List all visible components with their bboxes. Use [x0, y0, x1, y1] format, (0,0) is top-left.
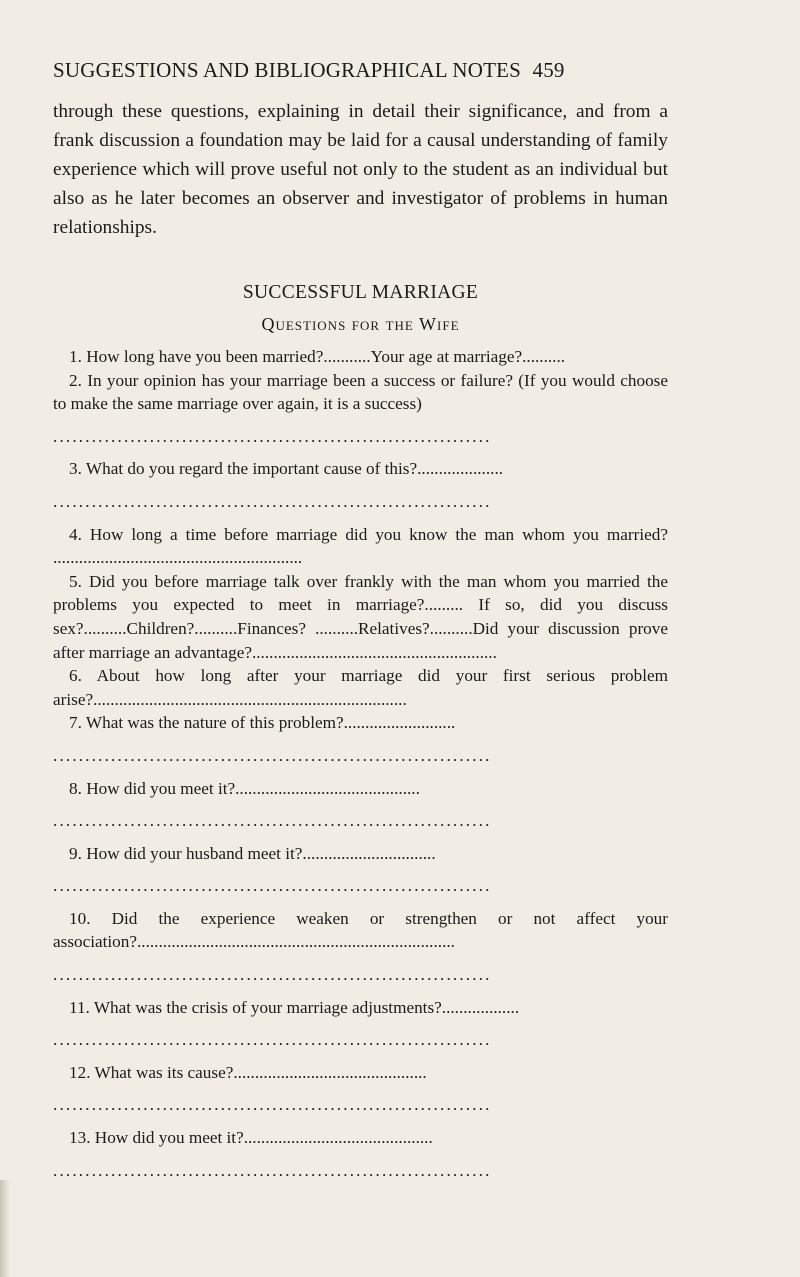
questionnaire	[53, 345, 668, 1182]
question-2: 2. In your opinion has your marriage been a success or failure? (If you would choose to make the same marriage over again, it is a success)	[53, 370, 668, 414]
question-9: 9. How did your husband meet it?...............................	[69, 843, 436, 863]
section-subtitle: Questions for the Wife	[261, 314, 460, 334]
answer-line: ....................................................................	[53, 811, 492, 831]
question-13: 13. How did you meet it?............................................	[69, 1128, 433, 1148]
question-8: 8. How did you meet it?...........................................	[69, 778, 420, 798]
question-11: 11. What was the crisis of your marriage adjustments?..................	[69, 997, 520, 1017]
answer-line: ....................................................................	[53, 745, 492, 765]
question-1: 1. How long have you been married?...........Your age at marriage?..........	[69, 347, 566, 366]
answer-line: ....................................................................	[53, 965, 492, 985]
intro-paragraph: through these questions, explaining in detail their significance, and from a frank discussion a foundation may be laid for a causal understanding of family experience which will prove useful not only to the student as an individual but also as he later becomes an observer and investigator of problems in human relationships.	[53, 101, 668, 238]
question-12: 12. What was its cause?.............................................	[69, 1062, 427, 1082]
question-3: 3. What do you regard the important cause of this?....................	[69, 459, 504, 479]
answer-line: ....................................................................	[53, 1160, 492, 1180]
question-10: 10. Did the experience weaken or strengthen or not affect your association?..........................................................................	[53, 908, 668, 952]
question-6: 6. About how long after your marriage did your first serious problem arise?.........................................................................	[53, 666, 668, 709]
answer-line: ....................................................................	[53, 876, 492, 896]
answer-line: ....................................................................	[53, 1030, 492, 1050]
question-7: 7. What was the nature of this problem?..........................	[69, 713, 456, 733]
answer-line: ....................................................................	[53, 491, 492, 511]
page	[53, 58, 668, 1182]
running-title: SUGGESTIONS AND BIBLIOGRAPHICAL NOTES	[53, 58, 522, 82]
answer-line: ....................................................................	[53, 426, 492, 446]
question-5: 5. Did you before marriage talk over frankly with the man whom you married the problems you expected to meet in marriage?......... If so, did you discuss sex?..........Children?..........Finances? ..........Relatives?..........Did your discussion prove after marriage an advantage?.........................................................	[53, 571, 668, 662]
question-4: 4. How long a time before marriage did you know the man whom you married? ..........................................................	[53, 524, 668, 568]
page-gutter-shadow	[0, 1180, 10, 1277]
running-head	[53, 58, 668, 83]
section-title: SUCCESSFUL MARRIAGE	[242, 282, 479, 303]
answer-line: ....................................................................	[53, 1095, 492, 1115]
page-number: 459	[532, 58, 565, 82]
